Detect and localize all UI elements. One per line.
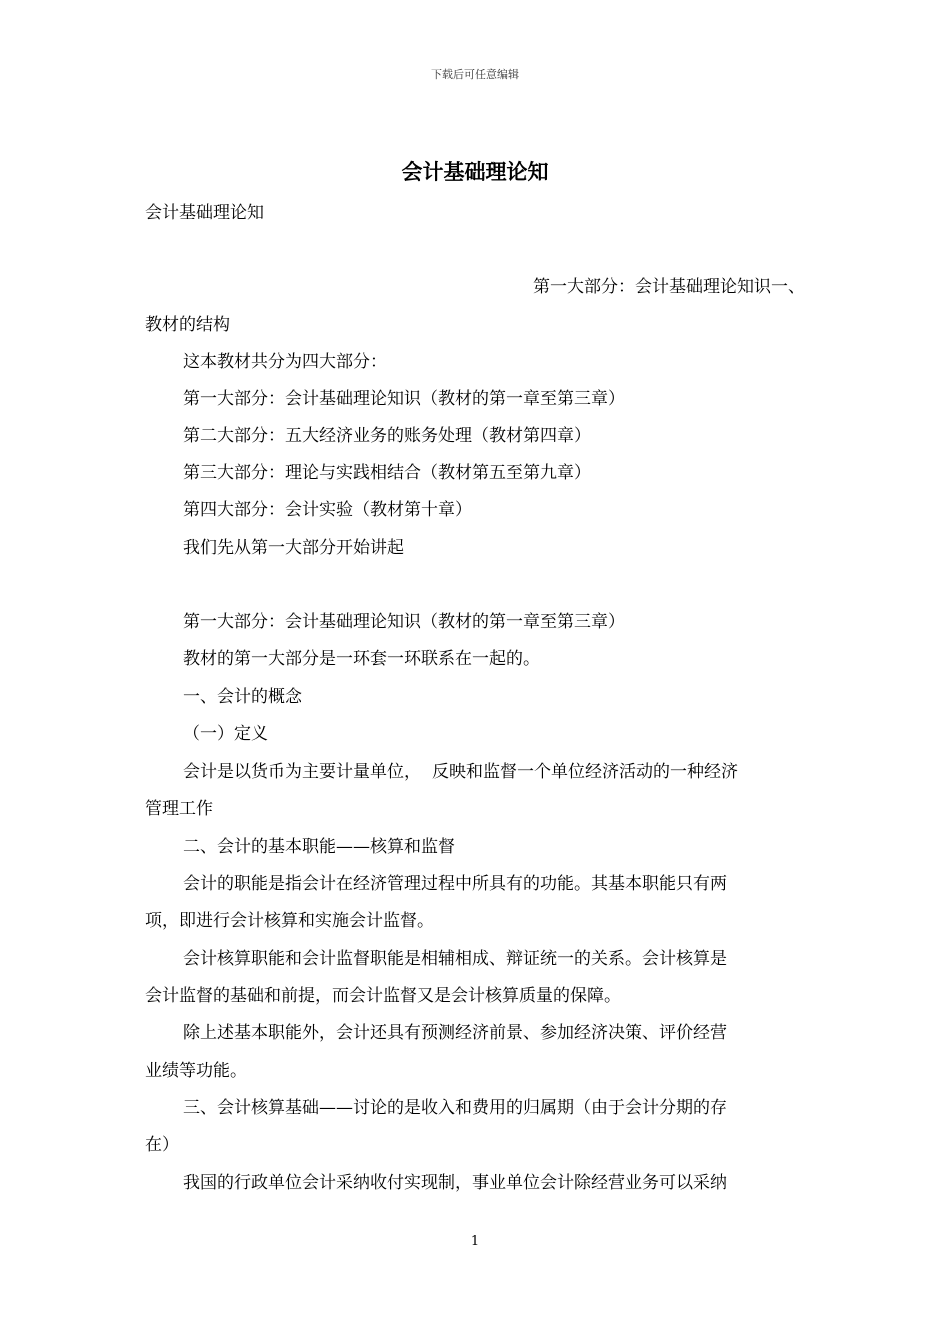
functions-p1-line2: 项，即进行会计核算和实施会计监督。 xyxy=(145,911,434,931)
section-heading-functions: 二、会计的基本职能——核算和监督 xyxy=(183,837,455,857)
basis-p1-line1: 我国的行政单位会计采纳收付实现制，事业单位会计除经营业务可以采纳 xyxy=(183,1173,727,1193)
section-heading-basis-line1: 三、会计核算基础——讨论的是收入和费用的归属期（由于会计分期的存 xyxy=(183,1098,727,1118)
section-heading-basis-line2: 在） xyxy=(145,1135,179,1155)
definition-line1a: 会计是以货币为主要计量单位， xyxy=(183,762,421,782)
part-heading-continued: 教材的结构 xyxy=(145,315,230,335)
functions-p2-line2: 会计监督的基础和前提，而会计监督又是会计核算质量的保障。 xyxy=(145,986,621,1006)
document-subtitle: 会计基础理论知 xyxy=(145,203,264,223)
structure-part2: 第二大部分：五大经济业务的账务处理（教材第四章） xyxy=(183,426,591,446)
document-title: 会计基础理论知 xyxy=(401,159,549,184)
functions-p1-line1: 会计的职能是指会计在经济管理过程中所具有的功能。其基本职能只有两 xyxy=(183,874,727,894)
functions-p3-line1: 除上述基本职能外，会计还具有预测经济前景、参加经济决策、评价经营 xyxy=(183,1023,727,1043)
functions-p3-line2: 业绩等功能。 xyxy=(145,1061,247,1081)
part1-heading: 第一大部分：会计基础理论知识（教材的第一章至第三章） xyxy=(183,612,625,632)
header-note: 下载后可任意编辑 xyxy=(431,68,519,81)
page-number: 1 xyxy=(470,1234,480,1249)
subsection-heading-definition: （一）定义 xyxy=(183,724,268,744)
part-heading: 第一大部分：会计基础理论知识一、 xyxy=(533,277,805,297)
definition-line1b: 反映和监督一个单位经济活动的一种经济 xyxy=(432,762,738,782)
structure-part1: 第一大部分：会计基础理论知识（教材的第一章至第三章） xyxy=(183,389,625,409)
part1-description: 教材的第一大部分是一环套一环联系在一起的。 xyxy=(183,649,540,669)
structure-part3: 第三大部分：理论与实践相结合（教材第五至第九章） xyxy=(183,463,591,483)
section-heading-concept: 一、会计的概念 xyxy=(183,687,302,707)
start-line: 我们先从第一大部分开始讲起 xyxy=(183,538,404,558)
structure-part4: 第四大部分：会计实验（教材第十章） xyxy=(183,500,472,520)
functions-p2-line1: 会计核算职能和会计监督职能是相辅相成、辩证统一的关系。会计核算是 xyxy=(183,949,727,969)
definition-line2: 管理工作 xyxy=(145,799,213,819)
structure-intro: 这本教材共分为四大部分： xyxy=(183,352,387,372)
